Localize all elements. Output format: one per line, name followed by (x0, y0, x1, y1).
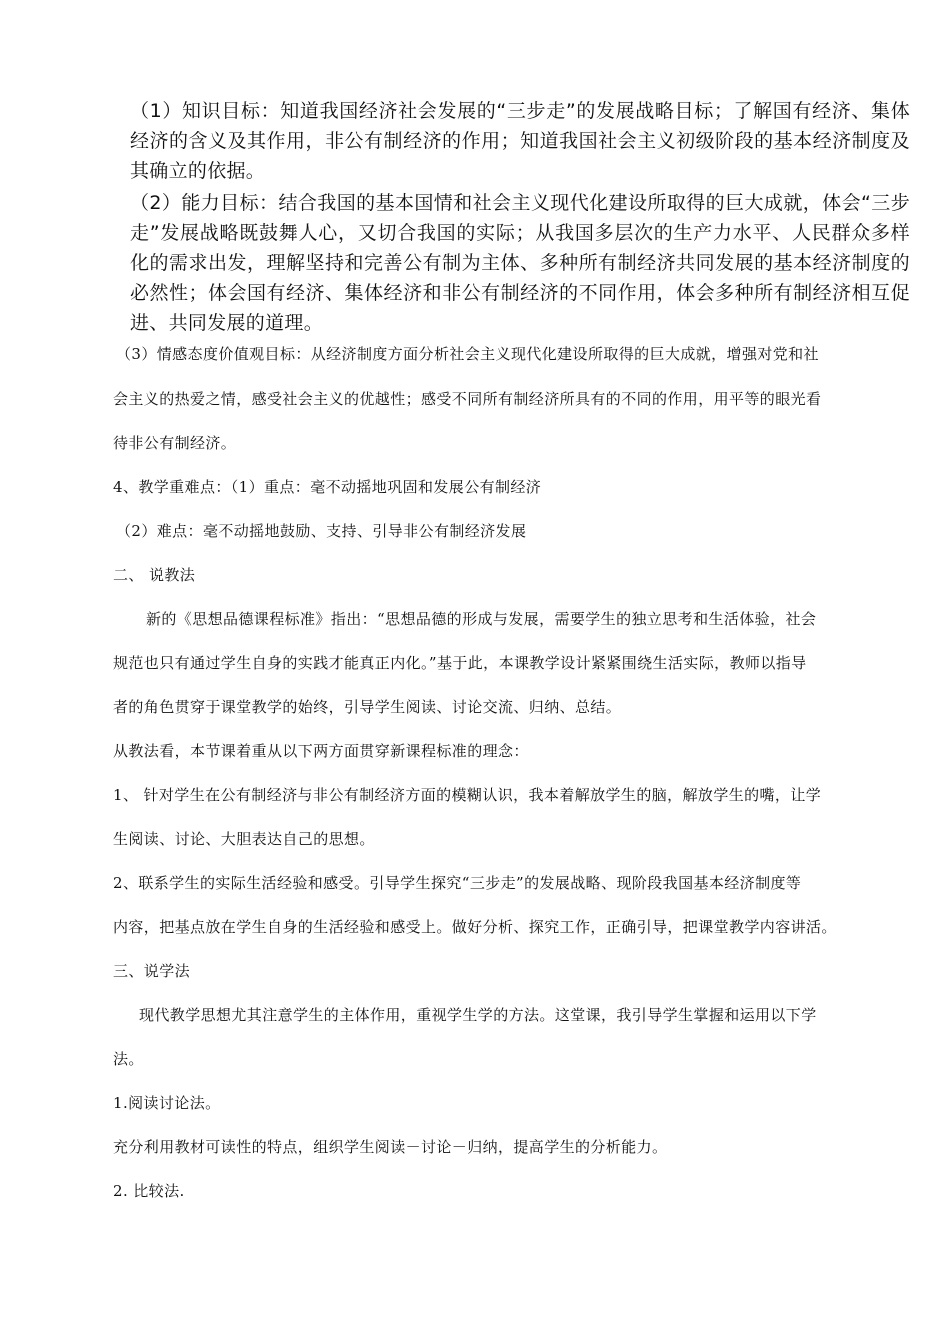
method-reading-discussion: 1.阅读讨论法。 (113, 1094, 221, 1112)
teaching-method-line-3: 者的角色贯穿于课堂教学的始终，引导学生阅读、讨论交流、归纳、总结。 (113, 698, 622, 716)
key-point-line: 4、教学重难点：（1）重点：毫不动摇地巩固和发展公有制经济 (113, 478, 542, 496)
teaching-method-line-2: 规范也只有通过学生自身的实践才能真正内化。”基于此，本课教学设计紧紧围绕生活实际，教师以指导 (113, 654, 807, 672)
emotion-objective-line-2: 会主义的热爱之情，感受社会主义的优越性；感受不同所有制经济所具有的不同的作用，用平等的眼光看 (113, 390, 822, 408)
difficult-point-line: （2）难点：毫不动摇地鼓励、支持、引导非公有制经济发展 (116, 522, 527, 540)
method-point-1-line-2: 生阅读、讨论、大胆表达自己的思想。 (113, 830, 375, 848)
learning-method-line-1: 现代教学思想尤其注意学生的主体作用，重视学生学的方法。这堂课，我引导学生掌握和运用以下学 (139, 1006, 817, 1024)
scanned-objectives-image (120, 92, 910, 334)
learning-method-line-2: 法。 (113, 1050, 144, 1068)
emotion-objective-line-3: 待非公有制经济。 (113, 434, 237, 452)
teaching-method-line-1: 新的《思想品德课程标准》指出：“思想品德的形成与发展，需要学生的独立思考和生活体验，社会 (146, 610, 817, 628)
method-point-1-line-1: 1、 针对学生在公有制经济与非公有制经济方面的模糊认识，我本着解放学生的脑，解放学生的嘴，让学 (113, 786, 822, 804)
emotion-objective-line-1: （3）情感态度价值观目标：从经济制度方面分析社会主义现代化建设所取得的巨大成就，增强对党和社 (116, 345, 819, 363)
ability-objective-paragraph: （2）能力目标：结合我国的基本国情和社会主义现代化建设所取得的巨大成就，体会“三步走”发展战略既鼓舞人心，又切合我国的实际；从我国多层次的生产力水平、人民群众多样化的需求出发，理解坚持和完善公有制为主体、多种所有制经济共同发展的基本经济制度的必然性；体会国有经济、集体经济和非公有制经济的不同作用，体会多种所有制经济相互促进、共同发展的道理。 (130, 192, 910, 334)
section-heading-teaching-method: 二、 说教法 (113, 566, 196, 584)
teaching-method-intro: 从教法看，本节课着重从以下两方面贯穿新课程标准的理念： (113, 742, 529, 760)
method-reading-discussion-desc: 充分利用教材可读性的特点，组织学生阅读－讨论－归纳，提高学生的分析能力。 (113, 1138, 668, 1156)
section-heading-learning-method: 三、说学法 (113, 962, 191, 980)
method-point-2-line-1: 2、联系学生的实际生活经验和感受。引导学生探究“三步走”的发展战略、现阶段我国基本经济制度等 (113, 874, 802, 892)
knowledge-objective-paragraph: （1）知识目标：知道我国经济社会发展的“三步走”的发展战略目标；了解国有经济、集体经济的含义及其作用，非公有制经济的作用；知道我国社会主义初级阶段的基本经济制度及其确立的依据。 (130, 100, 910, 182)
method-comparison: 2. 比较法. (113, 1182, 185, 1200)
method-point-2-line-2: 内容，把基点放在学生自身的生活经验和感受上。做好分析、探究工作，正确引导，把课堂教学内容讲活。 (113, 918, 837, 936)
